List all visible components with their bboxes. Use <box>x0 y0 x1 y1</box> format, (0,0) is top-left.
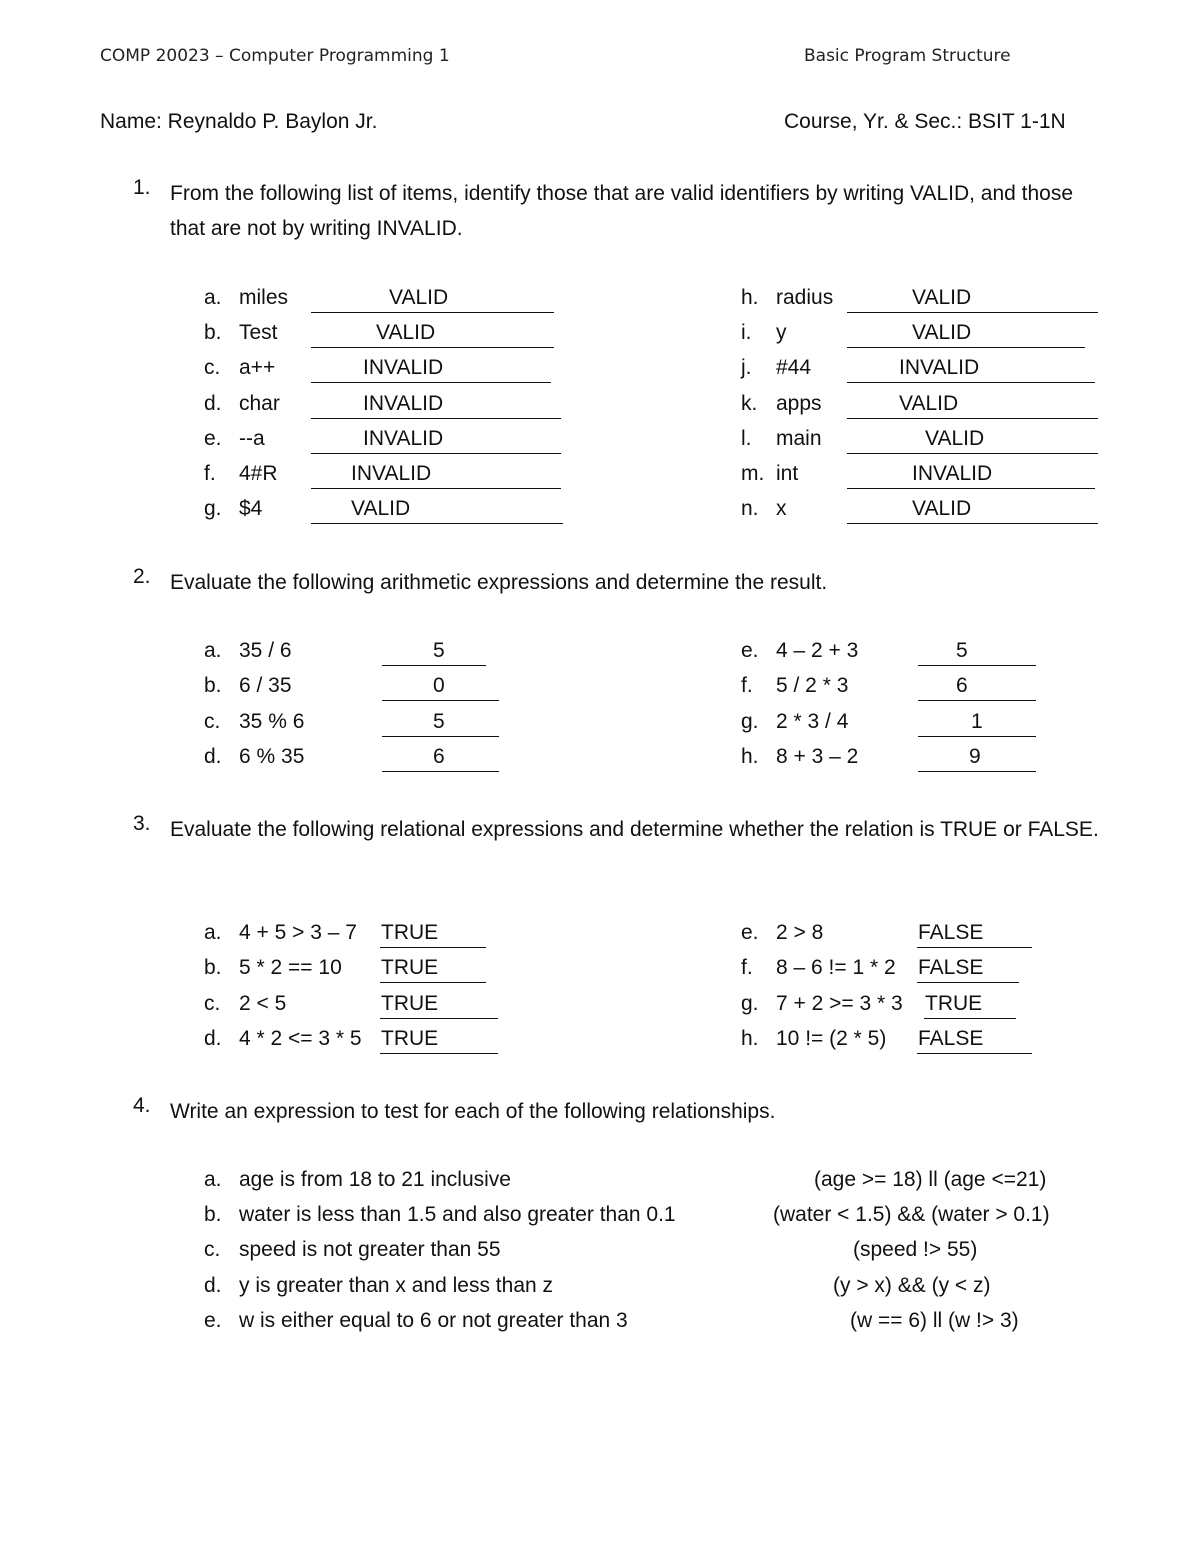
student-name: Name: Reynaldo P. Baylon Jr. <box>100 110 378 133</box>
item-text: y <box>776 321 787 344</box>
item-label: c. <box>204 356 221 379</box>
item-label: l. <box>741 427 752 450</box>
question-number: 2. <box>133 565 151 588</box>
item-text: 2 > 8 <box>776 921 824 944</box>
item-text: miles <box>239 286 289 309</box>
answer-value: VALID <box>899 392 959 415</box>
answer-blank <box>847 497 1098 524</box>
answer-value: FALSE <box>918 956 984 979</box>
item-label: n. <box>741 497 759 520</box>
item-label: d. <box>204 392 222 415</box>
item-label: a. <box>204 921 222 944</box>
item-label: a. <box>204 1168 222 1191</box>
item-label: a. <box>204 639 222 662</box>
item-label: c. <box>204 992 221 1015</box>
answer-blank <box>847 462 1095 489</box>
item-text: 6 % 35 <box>239 745 305 768</box>
item-text: $4 <box>239 497 263 520</box>
item-text: apps <box>776 392 822 415</box>
answer-value: INVALID <box>363 392 444 415</box>
item-label: g. <box>204 497 222 520</box>
question-number: 1. <box>133 176 151 199</box>
item-text: 4 + 5 > 3 – 7 <box>239 921 357 944</box>
answer-blank <box>847 286 1098 313</box>
item-label: i. <box>741 321 752 344</box>
answer-blank <box>311 286 554 313</box>
item-text: 8 + 3 – 2 <box>776 745 859 768</box>
answer-value: TRUE <box>381 956 439 979</box>
item-text: main <box>776 427 822 450</box>
item-text: 10 != (2 * 5) <box>776 1027 887 1050</box>
item-label: b. <box>204 1203 222 1226</box>
item-label: e. <box>204 427 222 450</box>
answer-value: 5 <box>433 710 445 733</box>
question-number: 4. <box>133 1094 151 1117</box>
answer-blank <box>924 992 1016 1019</box>
item-text: a++ <box>239 356 276 379</box>
item-label: f. <box>741 956 753 979</box>
topic-header: Basic Program Structure <box>804 46 1011 66</box>
item-label: h. <box>741 286 759 309</box>
item-text: int <box>776 462 799 485</box>
item-text: 35 / 6 <box>239 639 292 662</box>
answer-value: TRUE <box>381 992 439 1015</box>
answer-blank <box>311 392 561 419</box>
item-text: char <box>239 392 280 415</box>
item-text: 35 % 6 <box>239 710 305 733</box>
item-text: 4 * 2 <= 3 * 5 <box>239 1027 362 1050</box>
answer-blank <box>382 745 499 772</box>
answer-value: VALID <box>912 286 972 309</box>
item-text: speed is not greater than 55 <box>239 1238 501 1261</box>
answer-value: 0 <box>433 674 445 697</box>
item-text: 6 / 35 <box>239 674 292 697</box>
answer-blank <box>382 639 486 666</box>
item-text: water is less than 1.5 and also greater than 0.1 <box>239 1203 676 1226</box>
answer-value: VALID <box>925 427 985 450</box>
answer-value: INVALID <box>351 462 432 485</box>
answer-blank <box>382 710 499 737</box>
course-section: Course, Yr. & Sec.: BSIT 1-1N <box>784 110 1066 133</box>
answer-value: 6 <box>433 745 445 768</box>
answer-blank <box>380 956 486 983</box>
item-label: b. <box>204 674 222 697</box>
answer-value: INVALID <box>363 427 444 450</box>
answer-blank <box>311 462 561 489</box>
answer-value: 5 <box>433 639 445 662</box>
answer-value: FALSE <box>918 1027 984 1050</box>
item-label: e. <box>741 921 759 944</box>
answer-value: INVALID <box>899 356 980 379</box>
answer-blank <box>918 710 1036 737</box>
answer-blank <box>918 745 1036 772</box>
answer-value: TRUE <box>381 921 439 944</box>
item-label: c. <box>204 1238 221 1261</box>
answer-value: VALID <box>912 321 972 344</box>
answer-blank <box>311 497 563 524</box>
answer-value: INVALID <box>363 356 444 379</box>
answer-value: 6 <box>956 674 968 697</box>
item-text: --a <box>239 427 265 450</box>
q4-answer-e: (w == 6) ll (w !> 3) <box>850 1309 1019 1332</box>
answer-blank <box>917 1027 1032 1054</box>
item-text: 4 – 2 + 3 <box>776 639 859 662</box>
answer-blank <box>847 321 1085 348</box>
answer-blank <box>382 674 499 701</box>
q4-answer-b: (water < 1.5) && (water > 0.1) <box>773 1203 1050 1226</box>
question-prompt: Write an expression to test for each of the following relationships. <box>170 1100 776 1123</box>
q4-answer-a: (age >= 18) ll (age <=21) <box>814 1168 1047 1191</box>
answer-value: 9 <box>969 745 981 768</box>
item-label: b. <box>204 956 222 979</box>
item-text: 5 / 2 * 3 <box>776 674 849 697</box>
item-text: age is from 18 to 21 inclusive <box>239 1168 511 1191</box>
item-label: a. <box>204 286 222 309</box>
answer-value: VALID <box>351 497 411 520</box>
answer-value: 5 <box>956 639 968 662</box>
item-label: g. <box>741 710 759 733</box>
item-label: c. <box>204 710 221 733</box>
answer-blank <box>380 1027 498 1054</box>
item-text: 8 – 6 != 1 * 2 <box>776 956 896 979</box>
item-label: b. <box>204 321 222 344</box>
item-text: x <box>776 497 787 520</box>
item-label: j. <box>741 356 752 379</box>
question-prompt: Evaluate the following relational expressions and determine whether the relation is TRUE or FALSE. <box>170 818 1099 841</box>
item-label: m. <box>741 462 765 485</box>
item-label: h. <box>741 745 759 768</box>
answer-blank <box>847 427 1098 454</box>
answer-value: VALID <box>376 321 436 344</box>
item-label: d. <box>204 1027 222 1050</box>
answer-value: TRUE <box>381 1027 439 1050</box>
answer-blank <box>380 992 498 1019</box>
answer-blank <box>917 921 1032 948</box>
answer-value: 1 <box>971 710 983 733</box>
q4-answer-c: (speed !> 55) <box>853 1238 978 1261</box>
item-text: 7 + 2 >= 3 * 3 <box>776 992 903 1015</box>
item-label: f. <box>741 674 753 697</box>
course-header: COMP 20023 – Computer Programming 1 <box>100 46 450 66</box>
answer-value: TRUE <box>925 992 983 1015</box>
item-label: d. <box>204 1274 222 1297</box>
answer-blank <box>917 956 1019 983</box>
item-text: radius <box>776 286 834 309</box>
item-label: g. <box>741 992 759 1015</box>
answer-blank <box>847 356 1095 383</box>
item-text: 4#R <box>239 462 278 485</box>
item-label: k. <box>741 392 758 415</box>
item-text: w is either equal to 6 or not greater than 3 <box>239 1309 628 1332</box>
answer-blank <box>918 674 1036 701</box>
item-text: y is greater than x and less than z <box>239 1274 554 1297</box>
item-label: e. <box>741 639 759 662</box>
item-text: 5 * 2 == 10 <box>239 956 342 979</box>
answer-blank <box>311 356 551 383</box>
answer-blank <box>847 392 1098 419</box>
answer-blank <box>311 321 554 348</box>
q4-answer-d: (y > x) && (y < z) <box>833 1274 991 1297</box>
answer-value: FALSE <box>918 921 984 944</box>
answer-value: VALID <box>389 286 449 309</box>
item-label: e. <box>204 1309 222 1332</box>
item-label: f. <box>204 462 216 485</box>
answer-value: INVALID <box>912 462 993 485</box>
item-text: #44 <box>776 356 812 379</box>
item-text: 2 * 3 / 4 <box>776 710 849 733</box>
answer-blank <box>311 427 561 454</box>
answer-blank <box>380 921 486 948</box>
answer-value: VALID <box>912 497 972 520</box>
item-label: h. <box>741 1027 759 1050</box>
item-text: 2 < 5 <box>239 992 287 1015</box>
question-number: 3. <box>133 812 151 835</box>
answer-blank <box>918 639 1036 666</box>
question-prompt: Evaluate the following arithmetic expressions and determine the result. <box>170 571 828 594</box>
question-prompt: From the following list of items, identify those that are valid identifiers by writing VALID, and those that are not by writing INVALID. <box>170 182 1074 240</box>
item-text: Test <box>239 321 278 344</box>
item-label: d. <box>204 745 222 768</box>
